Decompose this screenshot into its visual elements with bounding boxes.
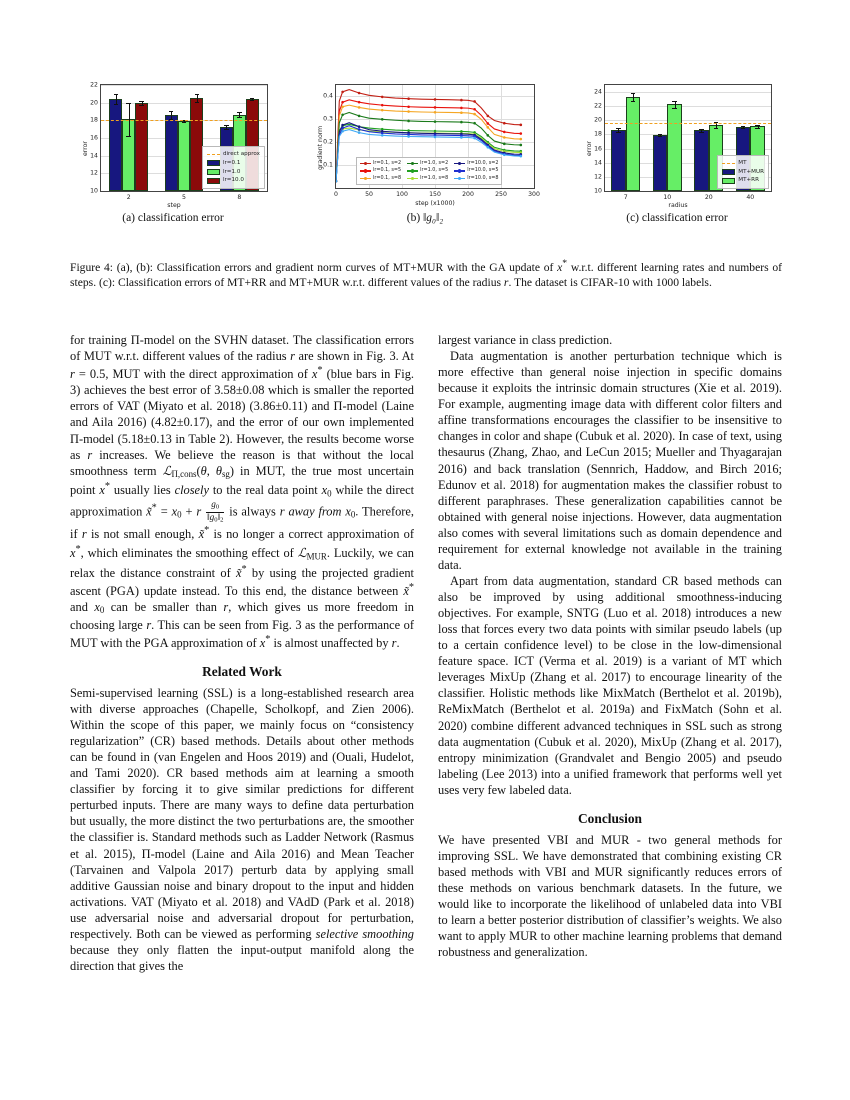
bar-mt-mur [611,130,626,191]
marker [503,131,506,134]
marker [341,124,344,127]
chart-c-xlabel: radius [668,202,688,209]
chart-c-classification-error [574,78,780,224]
legend-row [360,160,401,167]
legend-row [207,168,260,177]
marker [381,134,384,137]
bar-lr-0-1 [165,115,178,191]
legend-row [207,150,260,159]
y-tick-label: 0.2 [323,138,333,146]
chart-b-xlabel: step (x1000) [415,200,455,207]
error-bar [633,93,634,101]
marker [341,130,344,133]
legend-label: lr=0.1, s=5 [373,167,402,174]
legend-row [407,160,448,167]
error-cap-top [139,101,143,102]
marker [460,107,463,110]
marker [434,98,437,101]
right-paragraph-1: largest variance in class prediction. [438,333,613,347]
x-tick-label: 200 [462,191,474,198]
legend-label: MT+MUR [738,168,764,175]
bar-lr-10-0 [135,103,148,191]
chart-c-ylabel: error [586,141,593,156]
error-cap-bottom [224,129,228,130]
legend-label: lr=1.0 [222,168,241,175]
marker [381,104,384,107]
marker [358,101,361,104]
legend-marker [360,168,371,173]
related-work-text-italic: selective smoothing [315,926,414,941]
error-cap-bottom [126,136,130,137]
legend-marker [454,176,465,181]
marker [341,105,344,108]
legend-swatch [207,169,220,175]
marker [407,105,410,108]
legend-marker [407,161,418,166]
y-tick-label: 20 [90,99,98,107]
legend-row [207,159,260,168]
y-tick-label: 16 [594,145,602,153]
error-cap-bottom [250,100,254,101]
error-cap-top [114,94,118,95]
marker [434,136,437,139]
right-column [438,332,782,1032]
marker [520,132,523,135]
legend-row [722,168,764,177]
marker [407,97,410,100]
marker [460,121,463,124]
legend-row [454,167,498,174]
marker [407,110,410,113]
chart-a-subcaption: (a) classification error [122,212,224,224]
y-tick-label: 14 [90,152,98,160]
y-tick-label: 16 [90,134,98,142]
y-tick-label: 0.4 [323,92,333,100]
y-tick-label: 18 [594,130,602,138]
marker [341,91,344,94]
threshold-line-mt [605,123,771,124]
charts-row [70,78,780,224]
legend-swatch [207,160,220,166]
x-tick-label: 250 [495,191,507,198]
marker [358,128,361,131]
marker [434,120,437,123]
x-tick-label: 20 [704,194,713,201]
y-tick-label: 20 [594,116,602,124]
bar-mt-mur [694,130,709,191]
error-cap-top [126,103,130,104]
error-cap-bottom [658,136,662,137]
threshold-line-direct-approx [101,120,267,121]
legend-label: lr=1.0, s=2 [420,159,449,166]
marker [503,122,506,125]
marker [473,137,476,140]
legend-row [722,159,764,168]
marker [503,136,506,139]
error-cap-top [631,93,635,94]
gridline [101,85,267,86]
legend-marker [360,161,371,166]
right-paragraph-3: Apart from data augmentation, standard CR based methods can also be improved by using additional smoothness-inducing objectives. For example, SNTG (Luo et al. 2018) introduces a new loss that forces every two data points with similar pseudo labels (up to a certain confidence level) to be close in the low-dimensional feature space. ICT (Verma et al. 2019) is a variant of MT which leverages MixUp (Zhang et al. 2017) to encourage linearity of the classifier. Holistic methods like MixMatch (Berthelot et al. 2019b), ReMixMatch (Berthelot et al. 2019a) and FixMatch (Sohn et al. 2020) combine different advanced techniques in SSL such as strong data augmentation (Cubuk et al. 2020), MixUp (Zhang et al. 2017), entropy minimization (Grandvalet and Bengio 2005) and pseudo labeling (Lee 2013) into a unified framework that performs well yet uses very few labeled data. [438,573,782,797]
legend-marker [360,176,371,181]
error-cap-top [616,128,620,129]
error-cap-top [658,134,662,135]
chart-a-ylabel: error [82,141,89,156]
error-cap-top [169,111,173,112]
marker [460,99,463,102]
legend-swatch [207,178,220,184]
y-tick-label: 12 [90,169,98,177]
error-cap-top [195,94,199,95]
marker [358,92,361,95]
related-work-text-b: because they only flatten the input-output manifold along the direction that gives the [70,942,414,973]
marker [341,101,344,104]
legend-label: lr=10.0, s=5 [467,167,499,174]
left-paragraph-1: for training Π-model on the SVHN dataset. The classification errors of MUT w.r.t. different values of the radius r are shown in Fig. 3. At r = 0.5, MUT with the direct approximation of x* (blue bars in Fig. 3) achieves the best error of 3.58±0.08 which is smaller the reported errors of VAT (Miyato et al. 2018) (3.86±0.11) and Π-model (Laine and Aila 2016) (4.82±0.17), and the error of our own implemented Π-model (5.18±0.13 in Table 2). However, the results become worse as r increases. We believe the reason is that without the local smoothness term ℒ$_{\Pi,cons}$(θ, $\theta_{sg}$) in MUT, the true most uncertain point x* usually lies closely to the real data point $x_0$ while the direct approximation x̃* = $x_0 + r$ $\frac{g_0}{‖g_0‖_2}$ is always r away from $x_0$. Therefore, if r is not small enough, x̃* is no longer a correct approximation of x*, which eliminates the smoothing effect of ℒ$_{MUR}$. Luckily, we can relax the distance constraint of x̃* by using the projected gradient ascent (PGA) update instead. To this end, the distance between x̃* and $x_0$ can be smaller than r, which gives us more freedom in choosing large r. This can be seen from Fig. 3 as the performance of MUT with the PGA approximation of x* is almost unaffected by r. [70,333,415,650]
marker [358,106,361,109]
marker [503,143,506,146]
chart-b-subcaption-math: ‖g₀‖₂ [423,212,444,224]
error-cap-bottom [616,132,620,133]
marker [520,124,523,127]
marker [381,96,384,99]
error-bar [171,111,172,119]
legend-row [207,176,260,185]
error-cap-bottom [672,108,676,109]
error-cap-top [741,126,745,127]
marker [358,131,361,134]
error-cap-bottom [195,102,199,103]
marker [473,100,476,103]
body-columns [70,332,782,1032]
legend-marker [454,161,465,166]
y-tick-label: 10 [594,187,602,195]
legend-marker [454,168,465,173]
related-work-text-a: Semi-supervised learning (SSL) is a long-established research area with diverse approaches (Chapelle, Scholkopf, and Zien 2006). Within the scope of this paper, we mainly focus on “consistency regularization” (CR) based methods. Details about other methods can be found in (van Engelen and Hoos 2019) and (Ouali, Hudelot, and Tami 2020). CR based methods aim at learning a smooth classifier by forcing it to give similar predictions for different perturbed inputs. There are many ways to define data perturbation but usually, the more distinct the two perturbations are, the smoother the classifier is. Standard methods such as Ladder Network (Rasmus et al. 2015), Π-model (Laine and Aila 2016) and Mean Teacher (Tarvainen and Valpola 2017) perturb data by applying small additive Gaussian noise and binary dropout to the input and hidden activations. VAT (Miyato et al. 2018) and VAdD (Park et al. 2018) use adversarial noise and adversarial dropout for perturbation, respectively. Both can be viewed as performing [70,685,414,941]
legend-label: lr=0.1, s=2 [373,159,402,166]
chart-b-legend [356,157,502,185]
legend-swatch-dashed [207,154,220,155]
bar-lr-0-1 [109,99,122,191]
y-tick-label: 22 [594,102,602,110]
marker [381,132,384,135]
x-tick-label: 10 [663,194,672,201]
marker [341,127,344,130]
y-tick-label: 14 [594,159,602,167]
marker [473,113,476,116]
marker [487,134,490,137]
marker [460,136,463,139]
legend-swatch [722,178,735,184]
chart-legend [202,146,265,189]
legend-label: MT+RR [738,177,759,184]
marker [487,115,490,118]
error-cap-bottom [755,128,759,129]
error-cap-top [699,129,703,130]
y-tick-label: 0.3 [323,115,333,123]
marker [407,135,410,138]
chart-b-subcaption-prefix: (b) [406,212,424,224]
legend-row [722,176,764,185]
marker [381,109,384,112]
chart-c-plot-area [594,84,772,201]
marker [460,111,463,114]
chart-b-plot-area [323,84,540,198]
bar-lr-1-0 [178,121,191,191]
marker [407,129,410,132]
chart-a-plot-area [90,81,268,201]
legend-row [454,160,498,167]
bar-mt-rr [626,97,641,191]
error-cap-bottom [182,122,186,123]
error-cap-bottom [741,128,745,129]
conclusion-heading: Conclusion [578,810,642,826]
left-column [70,332,414,1032]
legend-row [360,175,401,182]
error-cap-bottom [699,132,703,133]
error-cap-bottom [631,101,635,102]
x-tick-label: 50 [365,191,373,198]
legend-row [407,167,448,174]
error-cap-top [672,101,676,102]
chart-b-subcaption [309,212,541,224]
legend-row [454,175,498,182]
error-cap-top [224,125,228,126]
error-cap-top [237,112,241,113]
marker [487,146,490,149]
x-tick-label: 7 [623,194,628,201]
error-cap-top [755,125,759,126]
y-tick-label: 0.1 [323,161,333,169]
marker [520,155,523,158]
legend-label: lr=10.0, s=2 [467,159,499,166]
y-tick-label: 12 [594,173,602,181]
marker [473,108,476,111]
marker [520,144,523,147]
x-tick-label: 100 [396,191,408,198]
legend-label: lr=1.0, s=5 [420,167,449,174]
error-cap-bottom [139,105,143,106]
y-tick-label: 10 [90,187,98,195]
x-tick-label: 40 [746,194,755,201]
legend-label: lr=1.0, s=8 [420,174,449,181]
chart-legend [717,155,769,189]
legend-swatch [722,169,735,175]
y-tick-label: 18 [90,116,98,124]
legend-label: MT [738,160,747,167]
marker [473,122,476,125]
chart-c-subcaption: (c) classification error [626,212,728,224]
y-tick-label: 22 [90,81,98,89]
legend-grid [360,160,498,182]
right-paragraph-2: Data augmentation is another perturbation technique which is more effective than general noise injection in specific domains because it exploits the intrinsic domain structures (Xie et al. 2019). For example, augmenting image data with different color filters and affine transformations encourages the classifier to be insensitive to changes in color and shape (Cubuk et al. 2020). In case of text, using thesaurus (Zhang, Zhao, and LeCun 2015; Mueller and Thyagarajan 2016) and back translation (Sennrich, Haddow, and Birch 2016; Edunov et al. 2018) for augmentation makes the classifier robust to different paraphrases. These generalization capabilities cannot be obtained with general noise injections. However, data augmentation also comes with several limitations such as domain dependence and requirement for external knowledge not available in the training data. [438,349,782,572]
related-work-heading: Related Work [202,663,282,679]
marker [381,118,384,121]
chart-b-gradient-norm [309,78,541,224]
legend-label: lr=10.0 [222,177,244,184]
error-cap-bottom [237,117,241,118]
marker [358,115,361,118]
y-tick-label: 24 [594,88,602,96]
marker [487,126,490,129]
legend-label: lr=0.1 [222,160,241,167]
x-tick-label: 150 [429,191,441,198]
legend-label: lr=10.0, s=8 [467,174,499,181]
x-tick-label: 8 [237,194,242,201]
legend-row [407,175,448,182]
legend-label: direct approx [222,151,260,158]
x-tick-label: 0 [334,191,338,198]
legend-label: lr=0.1, s=8 [373,174,402,181]
marker [520,138,523,141]
marker [407,120,410,123]
chart-a-classification-error [70,78,276,224]
error-cap-bottom [114,104,118,105]
marker [336,180,337,183]
conclusion-paragraph: We have presented VBI and MUR - two general methods for improving SSL. We have demonstrated that combining existing CR based methods with VBI and MUR significantly reduces errors of these methods on various benchmark datasets. In the future, we would like to incorporate the likelihood of unlabeled data into VBI to learn a better posterior distribution of classifier’s weights. We also want to apply MUR to other machine learning problems that demand robustness and generalization. [438,832,782,960]
error-bar [675,101,676,109]
legend-marker [407,168,418,173]
marker [341,113,344,116]
marker [434,111,437,114]
marker [487,122,490,125]
bar-mt-rr [667,104,682,191]
figure-4 [70,78,780,224]
marker [503,154,506,157]
bar-mt-mur [653,135,668,191]
marker [358,125,361,128]
figure-caption: Figure 4: (a), (b): Classification errors and gradient norm curves of MT+MUR with the GA update of x* w.r.t. different learning rates and numbers of steps. (c): Classification errors of MT+RR and MT+MUR w.r.t. different values of the radius r. The dataset is CIFAR-10 with 1000 labels. [70,258,782,290]
legend-marker [407,176,418,181]
marker [434,106,437,109]
x-tick-label: 5 [182,194,186,201]
chart-a-xlabel: step [167,202,181,209]
error-cap-bottom [714,128,718,129]
error-bar [197,94,198,102]
chart-b-ylabel: gradient norm [317,125,324,170]
x-tick-label: 300 [528,191,540,198]
x-tick-label: 2 [126,194,131,201]
related-work-paragraph [70,685,414,974]
error-bar [116,94,117,104]
legend-swatch-dashed [722,163,735,164]
legend-row [360,167,401,174]
